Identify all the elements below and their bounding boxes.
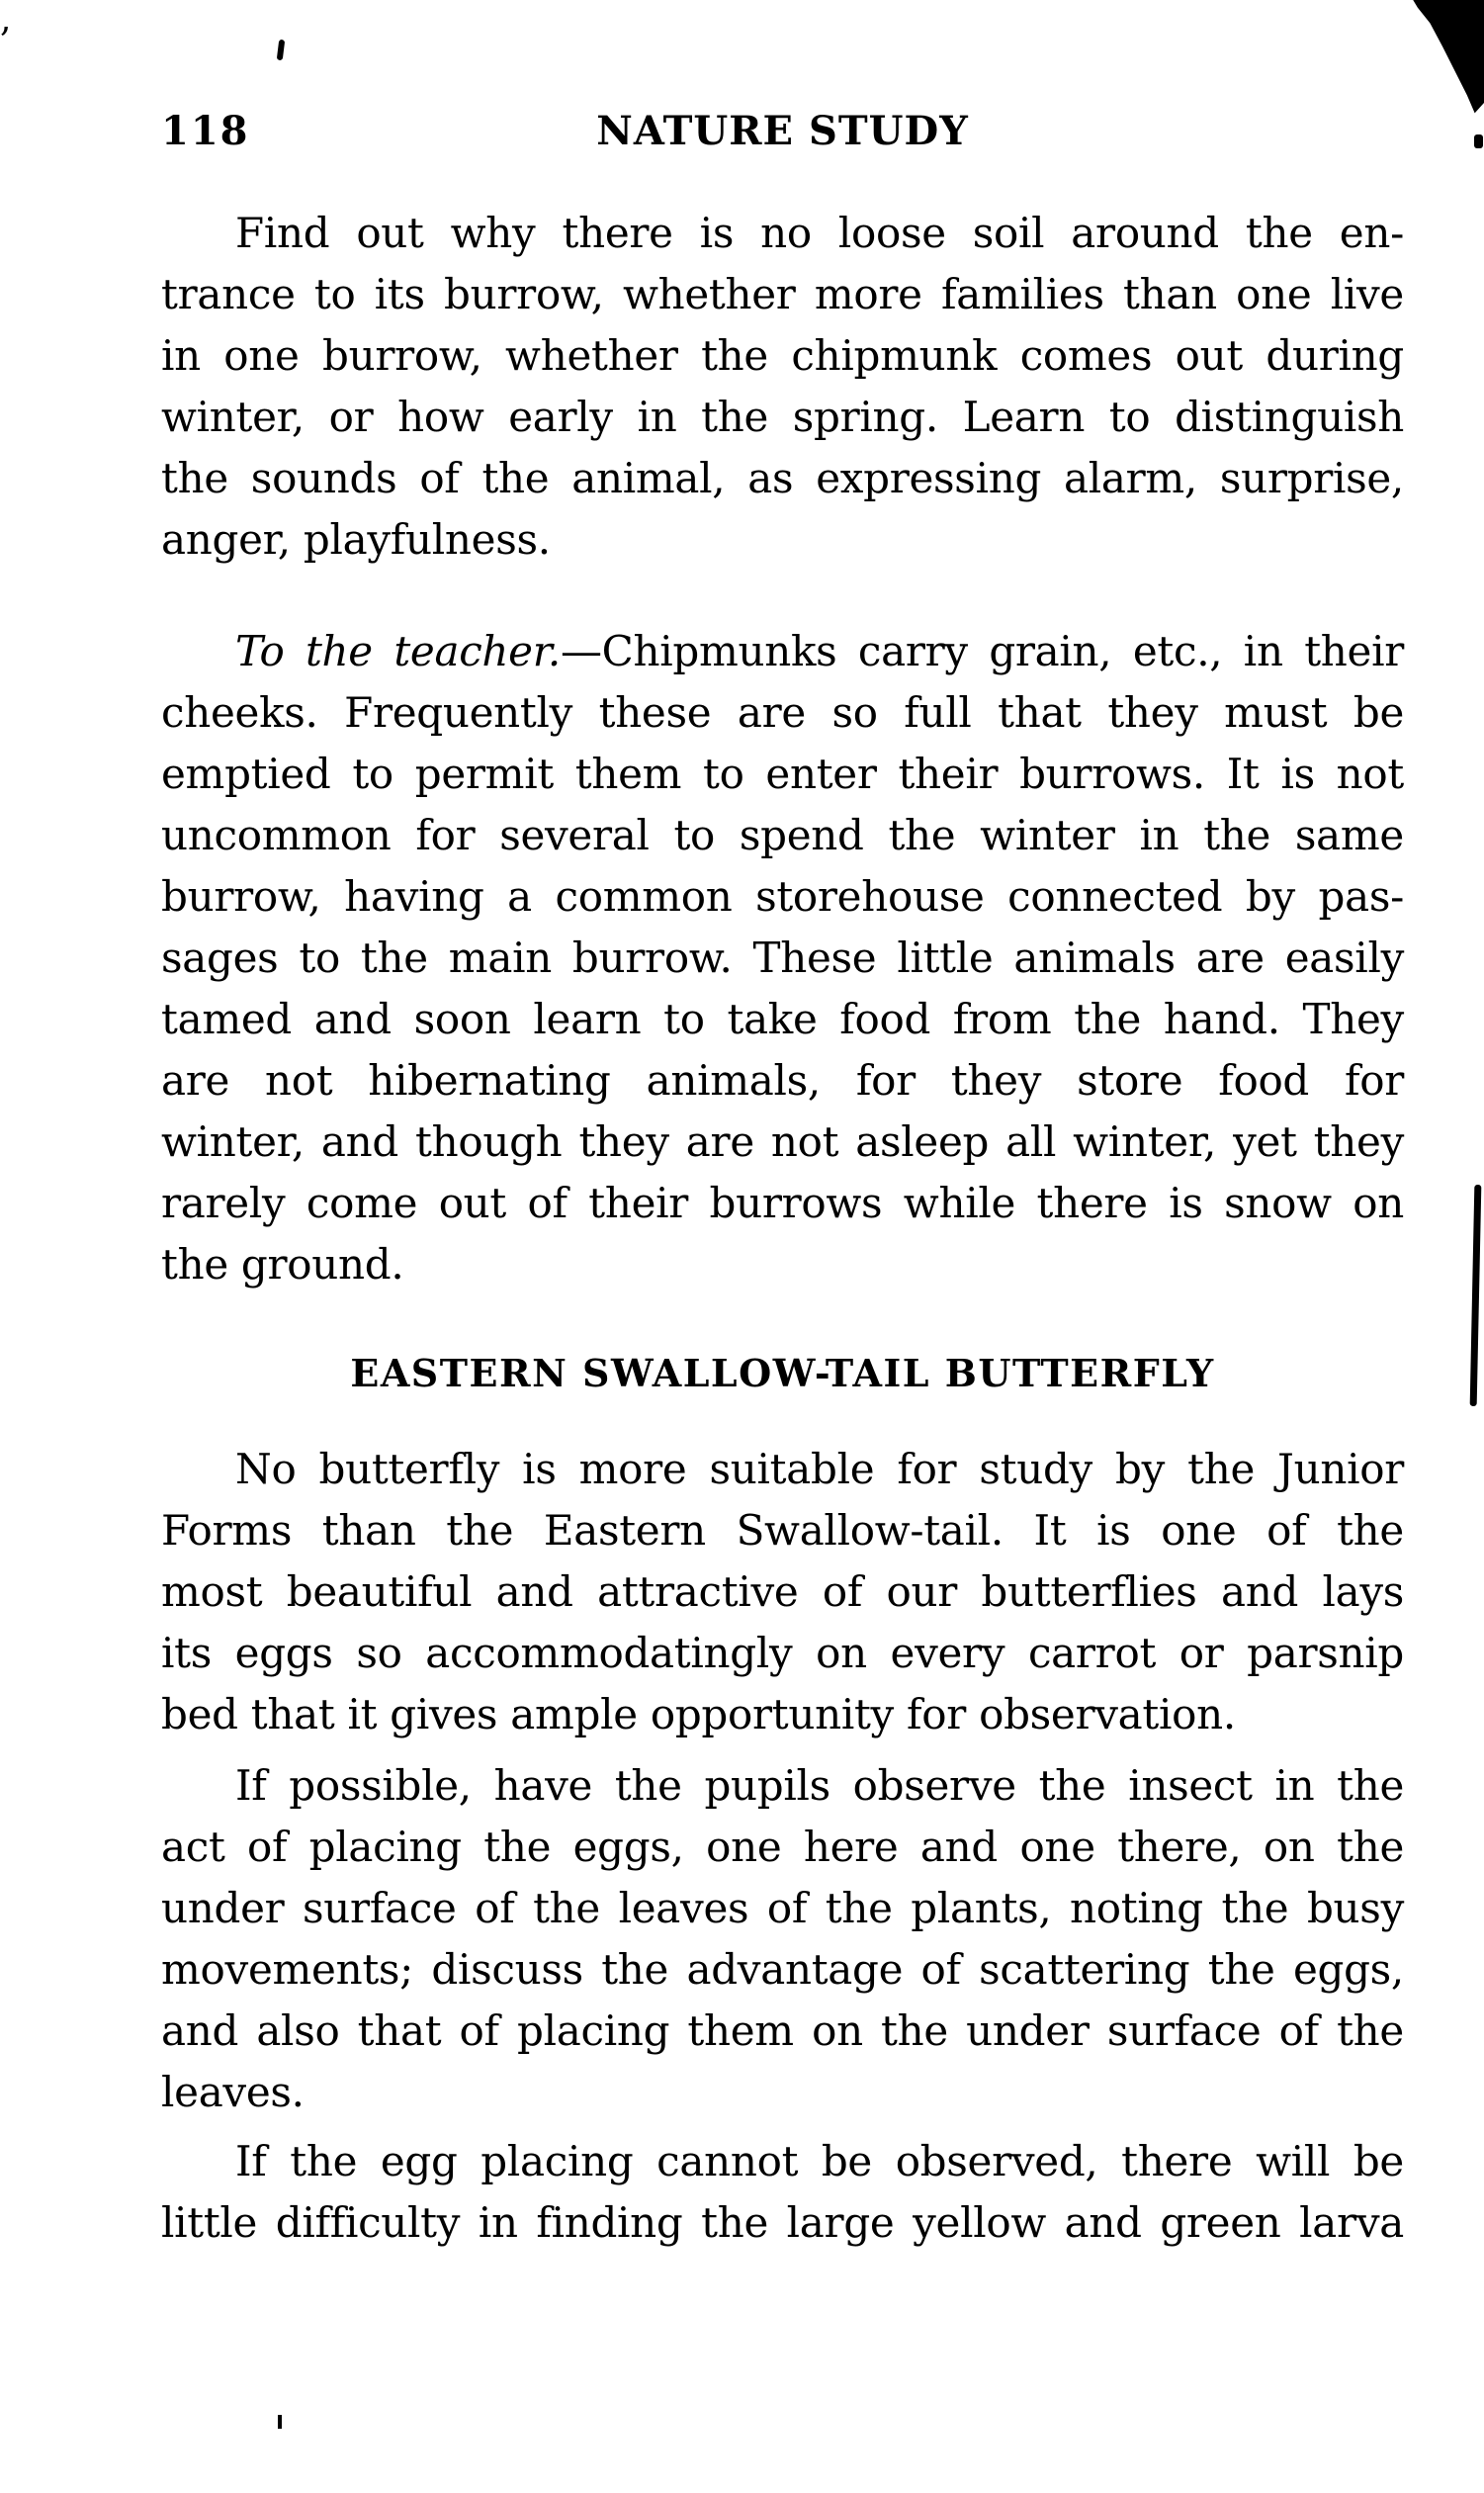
text-line: If the egg placing cannot be observed, there will be <box>235 2137 1404 2185</box>
text-line: sages to the main burrow. These little animals are easily <box>161 934 1404 982</box>
text-line: under surface of the leaves of the plants, noting the busy <box>161 1884 1404 1932</box>
text-line: act of placing the eggs, one here and one there, on the <box>161 1823 1404 1871</box>
italic-lead-in: To the teacher. <box>235 627 561 675</box>
ink-blob-top-right <box>1407 0 1484 129</box>
text-line: To the teacher.—Chipmunks carry grain, etc., in their <box>235 627 1404 675</box>
text-line: anger, playfulness. <box>161 515 551 564</box>
text-line: its eggs so accommodatingly on every carrot or parsnip <box>161 1629 1404 1677</box>
page-header <box>161 104 1404 159</box>
comma-mark-bottom-center: , <box>0 0 12 40</box>
text-line: trance to its burrow, whether more families than one live <box>161 270 1404 318</box>
text-line: little difficulty in finding the large yellow and green larva <box>161 2198 1404 2247</box>
section-heading: EASTERN SWALLOW-TAIL BUTTERFLY <box>350 1351 1215 1395</box>
text-line: leaves. <box>161 2068 305 2116</box>
running-title: NATURE STUDY <box>596 108 969 154</box>
text-line: the ground. <box>161 1240 404 1289</box>
text-line: and also that of placing them on the under surface of the <box>161 2006 1404 2055</box>
text-line: If possible, have the pupils observe the insect in the <box>235 1761 1404 1810</box>
paragraph-egg-placing <box>161 2131 1404 2254</box>
text-line: most beautiful and attractive of our butterflies and lays <box>161 1567 1404 1616</box>
text-line: in one burrow, whether the chipmunk comes out during <box>161 331 1404 380</box>
text-line: are not hibernating animals, for they store food for <box>161 1056 1404 1105</box>
text-line: No butterfly is more suitable for study by the Junior <box>235 1445 1404 1493</box>
text-line: bed that it gives ample opportunity for observation. <box>161 1690 1236 1738</box>
text-line: movements; discuss the advantage of scattering the eggs, <box>161 1945 1404 1994</box>
ink-line-right-edge <box>1470 1185 1482 1406</box>
page-number: 118 <box>161 108 250 154</box>
text-line: emptied to permit them to enter their burrows. It is not <box>161 750 1404 798</box>
text-line: burrow, having a common storehouse connected by pas- <box>161 872 1404 921</box>
text-line: Find out why there is no loose soil around the en- <box>235 209 1404 257</box>
text-line: cheeks. Frequently these are so full that they must be <box>161 688 1404 737</box>
paragraph-egg-observation <box>161 1755 1404 2123</box>
text-line: tamed and soon learn to take food from the hand. They <box>161 995 1404 1043</box>
text-line: the sounds of the animal, as expressing alarm, surprise, <box>161 454 1404 502</box>
paragraph-butterfly-intro <box>161 1439 1404 1745</box>
text-line: rarely come out of their burrows while there is snow on <box>161 1179 1404 1227</box>
text-line: winter, and though they are not asleep all winter, yet they <box>161 1117 1404 1166</box>
tick-mark-bottom-left <box>278 2415 282 2429</box>
text-line: Forms than the Eastern Swallow-tail. It is one of the <box>161 1506 1404 1555</box>
paragraph-to-the-teacher <box>161 621 1404 1295</box>
paragraph-chipmunk-questions <box>161 203 1404 571</box>
ink-speck-right-edge <box>1474 134 1483 148</box>
text-line: winter, or how early in the spring. Learn to distinguish <box>161 393 1404 441</box>
apostrophe-mark-top-left <box>277 40 286 61</box>
text-line: uncommon for several to spend the winter in the same <box>161 811 1404 859</box>
